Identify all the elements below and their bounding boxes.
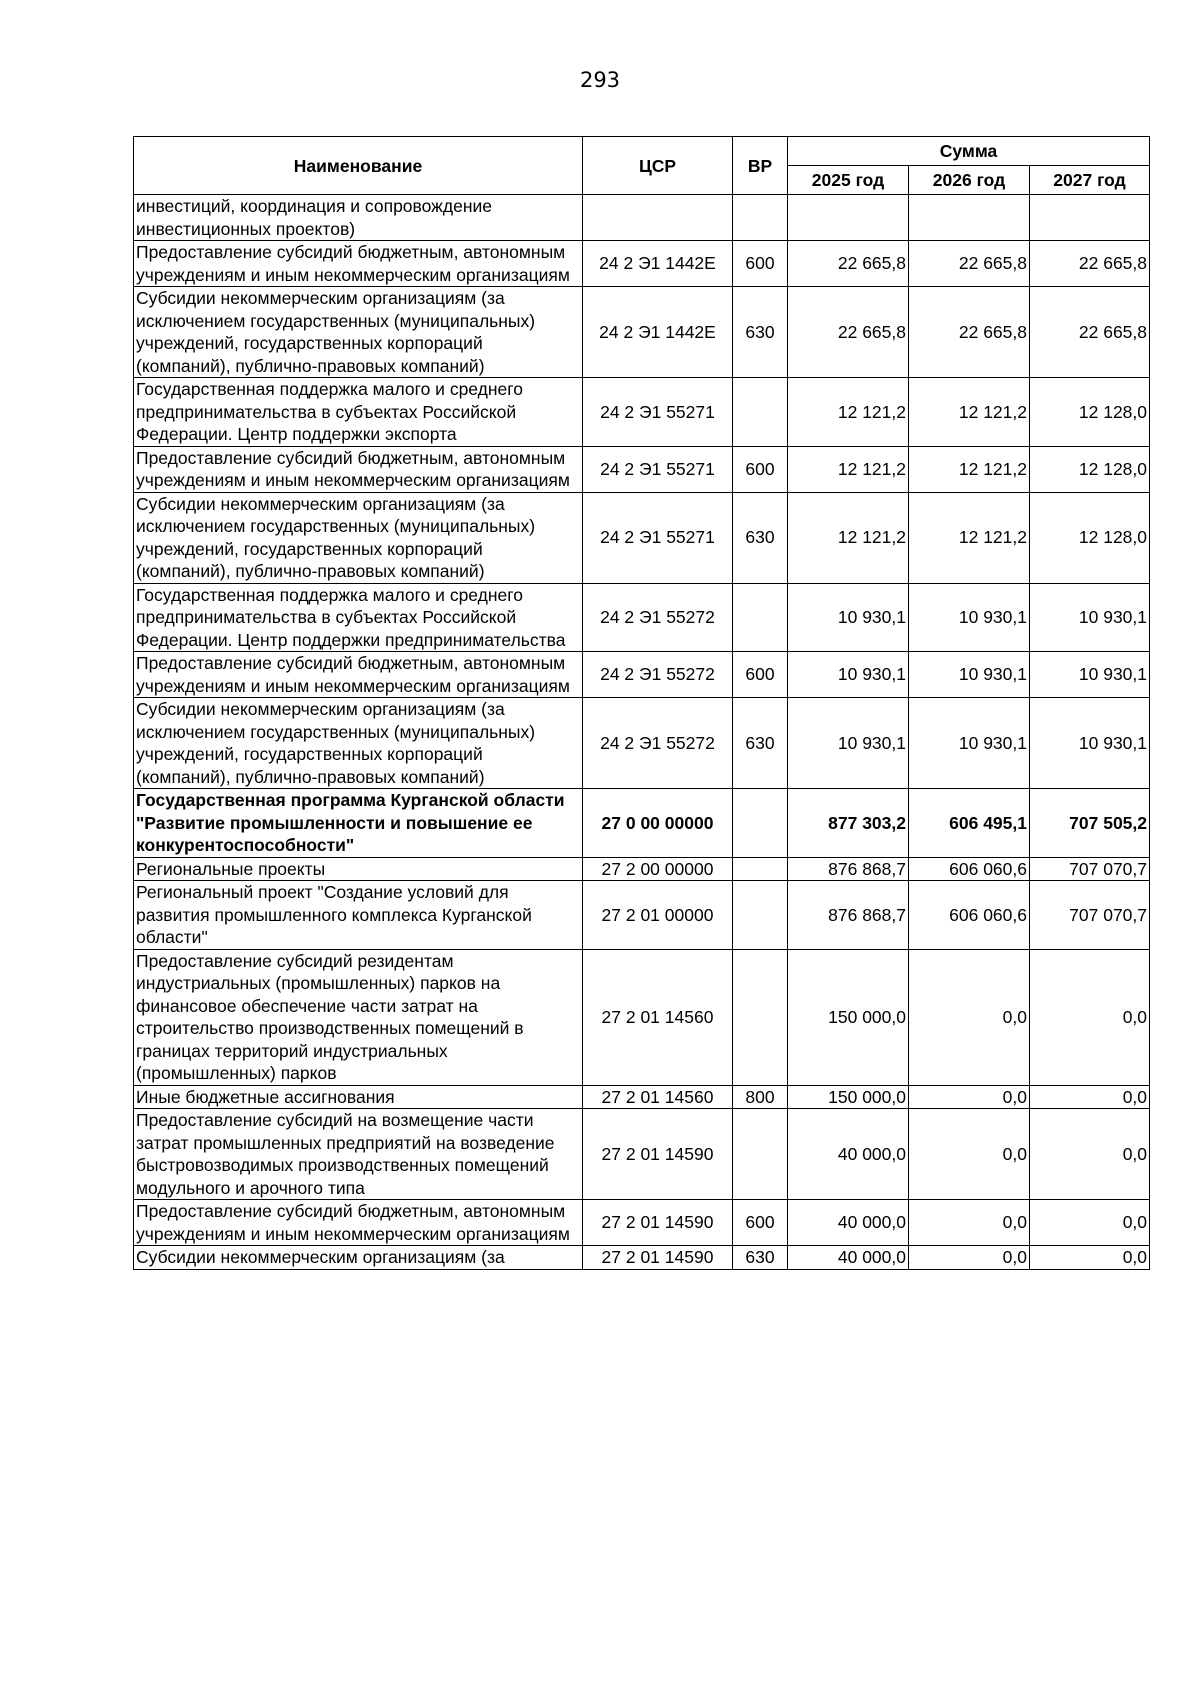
row-value-2027: 707 070,7: [1030, 881, 1150, 950]
header-name: Наименование: [134, 137, 583, 195]
row-value-2025: 150 000,0: [788, 949, 909, 1085]
table-body: [134, 195, 1150, 1270]
row-name: Государственная программа Курганской области "Развитие промышленности и повышение ее конкурентоспособности": [134, 789, 583, 858]
row-value-2026: [909, 195, 1030, 241]
row-value-2025: 10 930,1: [788, 698, 909, 789]
row-value-2025: 876 868,7: [788, 857, 909, 881]
row-name: Региональный проект "Создание условий для развития промышленного комплекса Курганской области": [134, 881, 583, 950]
row-value-2026: 0,0: [909, 1085, 1030, 1109]
header-vr: ВР: [733, 137, 788, 195]
row-value-2025: 22 665,8: [788, 241, 909, 287]
row-value-2026: 0,0: [909, 1200, 1030, 1246]
row-vr: [733, 789, 788, 858]
table-row: [134, 698, 1150, 789]
row-vr: [733, 378, 788, 447]
row-value-2025: 876 868,7: [788, 881, 909, 950]
row-value-2027: 10 930,1: [1030, 698, 1150, 789]
header-year-2027: 2027 год: [1030, 166, 1150, 195]
row-vr: 800: [733, 1085, 788, 1109]
table-row: [134, 378, 1150, 447]
row-value-2027: 12 128,0: [1030, 378, 1150, 447]
row-value-2027: 0,0: [1030, 1200, 1150, 1246]
row-code: 24 2 Э1 1442Е: [583, 287, 733, 378]
row-name: инвестиций, координация и сопровождение инвестиционных проектов): [134, 195, 583, 241]
row-code: 24 2 Э1 55272: [583, 652, 733, 698]
row-value-2025: 40 000,0: [788, 1246, 909, 1270]
row-name: Субсидии некоммерческим организациям (за: [134, 1246, 583, 1270]
row-code: 24 2 Э1 55271: [583, 492, 733, 583]
row-value-2027: 707 505,2: [1030, 789, 1150, 858]
row-value-2027: 0,0: [1030, 1246, 1150, 1270]
row-value-2026: 606 060,6: [909, 881, 1030, 950]
row-value-2026: 22 665,8: [909, 241, 1030, 287]
table-row: [134, 652, 1150, 698]
row-value-2025: 12 121,2: [788, 446, 909, 492]
row-vr: [733, 583, 788, 652]
row-value-2026: 12 121,2: [909, 378, 1030, 447]
row-vr: [733, 949, 788, 1085]
row-value-2027: 22 665,8: [1030, 287, 1150, 378]
row-vr: [733, 195, 788, 241]
row-value-2027: 12 128,0: [1030, 446, 1150, 492]
row-value-2026: 22 665,8: [909, 287, 1030, 378]
row-value-2025: [788, 195, 909, 241]
row-name: Субсидии некоммерческим организациям (за исключением государственных (муниципальных) учреждений, государственных корпораций (компаний), публично-правовых компаний): [134, 287, 583, 378]
row-value-2027: 22 665,8: [1030, 241, 1150, 287]
row-value-2025: 40 000,0: [788, 1109, 909, 1200]
page-number: 293: [579, 68, 621, 92]
row-value-2026: 12 121,2: [909, 446, 1030, 492]
row-value-2026: 10 930,1: [909, 698, 1030, 789]
row-vr: [733, 1109, 788, 1200]
table-row: [134, 1085, 1150, 1109]
row-vr: 600: [733, 1200, 788, 1246]
row-value-2026: 10 930,1: [909, 652, 1030, 698]
row-name: Предоставление субсидий резидентам индустриальных (промышленных) парков на финансовое обеспечение части затрат на строительство производственных помещений в границах территорий индустриальных (промышленных) парков: [134, 949, 583, 1085]
row-name: Государственная поддержка малого и среднего предпринимательства в субъектах Российской Федерации. Центр поддержки предпринимательства: [134, 583, 583, 652]
row-code: 24 2 Э1 55272: [583, 698, 733, 789]
row-value-2026: 10 930,1: [909, 583, 1030, 652]
row-value-2025: 12 121,2: [788, 492, 909, 583]
row-code: 24 2 Э1 55272: [583, 583, 733, 652]
row-value-2026: 0,0: [909, 1109, 1030, 1200]
row-name: Иные бюджетные ассигнования: [134, 1085, 583, 1109]
row-name: Предоставление субсидий бюджетным, автономным учреждениям и иным некоммерческим организациям: [134, 1200, 583, 1246]
row-code: 27 2 01 00000: [583, 881, 733, 950]
row-code: 27 2 01 14590: [583, 1200, 733, 1246]
table-row: [134, 1109, 1150, 1200]
row-vr: 630: [733, 287, 788, 378]
row-value-2027: 0,0: [1030, 949, 1150, 1085]
row-code: 24 2 Э1 55271: [583, 378, 733, 447]
header-year-2026: 2026 год: [909, 166, 1030, 195]
row-value-2027: 0,0: [1030, 1085, 1150, 1109]
row-value-2025: 22 665,8: [788, 287, 909, 378]
row-vr: 630: [733, 698, 788, 789]
row-vr: 600: [733, 446, 788, 492]
row-name: Региональные проекты: [134, 857, 583, 881]
row-code: 27 2 01 14560: [583, 1085, 733, 1109]
row-vr: 600: [733, 652, 788, 698]
row-code: 27 0 00 00000: [583, 789, 733, 858]
row-code: 27 2 00 00000: [583, 857, 733, 881]
row-value-2025: 10 930,1: [788, 652, 909, 698]
row-code: 24 2 Э1 55271: [583, 446, 733, 492]
header-sum: Сумма: [788, 137, 1150, 166]
row-name: Субсидии некоммерческим организациям (за исключением государственных (муниципальных) учреждений, государственных корпораций (компаний), публично-правовых компаний): [134, 698, 583, 789]
row-value-2025: 877 303,2: [788, 789, 909, 858]
row-vr: 630: [733, 1246, 788, 1270]
row-name: Субсидии некоммерческим организациям (за исключением государственных (муниципальных) учреждений, государственных корпораций (компаний), публично-правовых компаний): [134, 492, 583, 583]
row-code: 27 2 01 14590: [583, 1246, 733, 1270]
row-value-2025: 150 000,0: [788, 1085, 909, 1109]
table-row: [134, 789, 1150, 858]
table-row: [134, 857, 1150, 881]
row-value-2027: 707 070,7: [1030, 857, 1150, 881]
row-code: 27 2 01 14590: [583, 1109, 733, 1200]
table-row: [134, 446, 1150, 492]
row-value-2027: 10 930,1: [1030, 652, 1150, 698]
row-name: Предоставление субсидий бюджетным, автономным учреждениям и иным некоммерческим организациям: [134, 241, 583, 287]
row-value-2026: 0,0: [909, 949, 1030, 1085]
row-vr: 630: [733, 492, 788, 583]
row-name: Государственная поддержка малого и среднего предпринимательства в субъектах Российской Федерации. Центр поддержки экспорта: [134, 378, 583, 447]
row-vr: [733, 857, 788, 881]
header-year-2025: 2025 год: [788, 166, 909, 195]
row-value-2027: [1030, 195, 1150, 241]
row-code: 27 2 01 14560: [583, 949, 733, 1085]
table-header: [134, 137, 1150, 195]
row-code: [583, 195, 733, 241]
table-row: [134, 492, 1150, 583]
row-value-2025: 12 121,2: [788, 378, 909, 447]
row-value-2027: 12 128,0: [1030, 492, 1150, 583]
table-row: [134, 195, 1150, 241]
row-value-2026: 606 060,6: [909, 857, 1030, 881]
header-code: ЦСР: [583, 137, 733, 195]
table-row: [134, 881, 1150, 950]
row-vr: 600: [733, 241, 788, 287]
row-value-2025: 40 000,0: [788, 1200, 909, 1246]
table-row: [134, 1200, 1150, 1246]
row-value-2026: 12 121,2: [909, 492, 1030, 583]
table-row: [134, 949, 1150, 1085]
table-row: [134, 1246, 1150, 1270]
table-row: [134, 287, 1150, 378]
row-value-2026: 0,0: [909, 1246, 1030, 1270]
row-value-2027: 10 930,1: [1030, 583, 1150, 652]
row-name: Предоставление субсидий бюджетным, автономным учреждениям и иным некоммерческим организациям: [134, 652, 583, 698]
row-code: 24 2 Э1 1442Е: [583, 241, 733, 287]
budget-table: [133, 136, 1150, 1270]
row-vr: [733, 881, 788, 950]
row-name: Предоставление субсидий на возмещение части затрат промышленных предприятий на возведение быстровозводимых производственных помещений модульного и арочного типа: [134, 1109, 583, 1200]
row-value-2026: 606 495,1: [909, 789, 1030, 858]
row-value-2025: 10 930,1: [788, 583, 909, 652]
table-row: [134, 583, 1150, 652]
row-value-2027: 0,0: [1030, 1109, 1150, 1200]
row-name: Предоставление субсидий бюджетным, автономным учреждениям и иным некоммерческим организациям: [134, 446, 583, 492]
table-row: [134, 241, 1150, 287]
